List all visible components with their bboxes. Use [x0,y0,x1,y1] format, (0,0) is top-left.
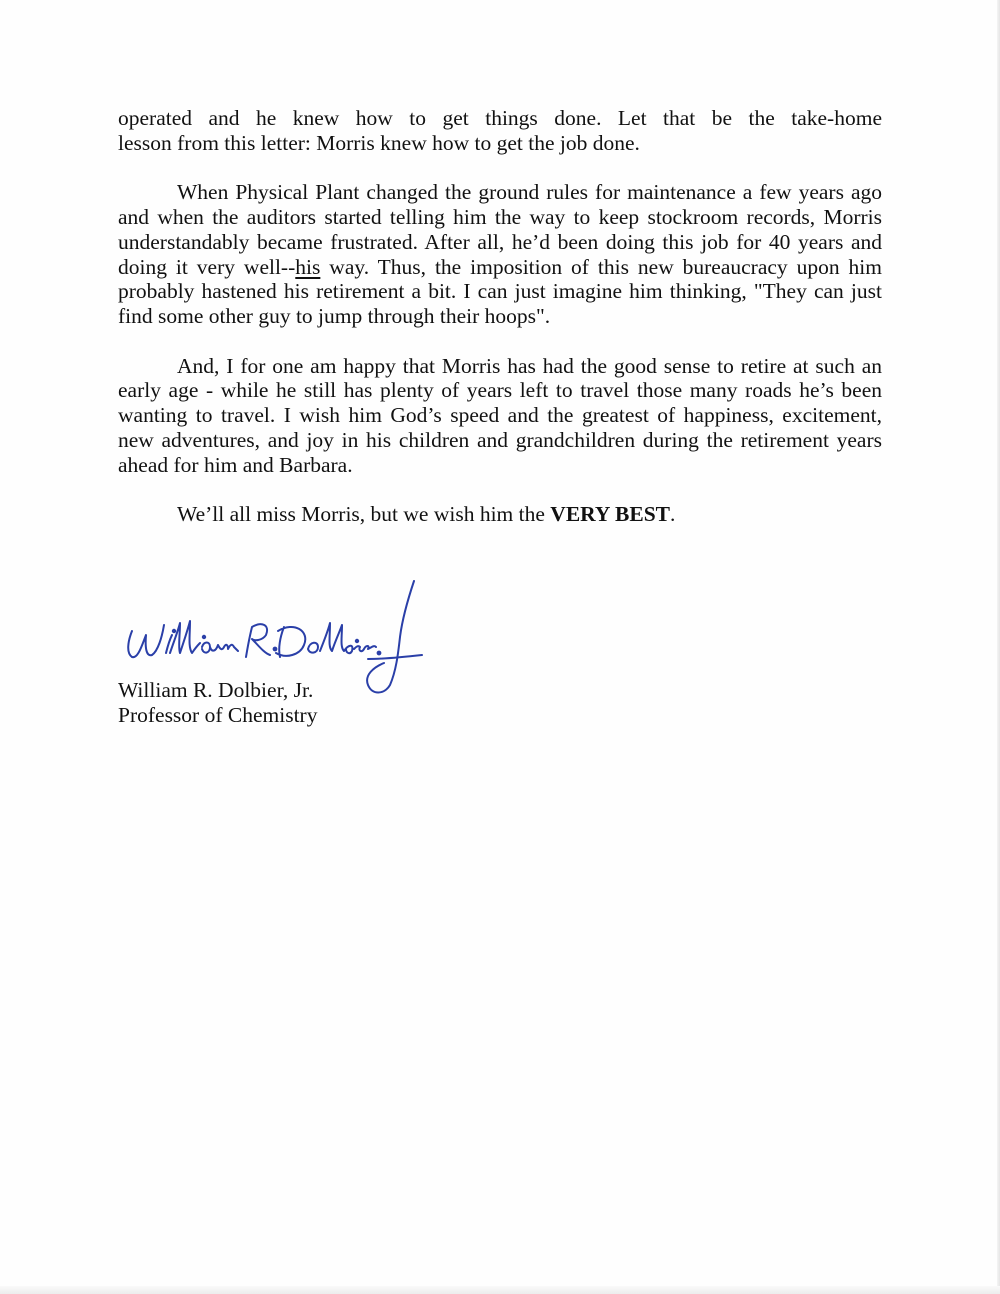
closing-text-a: We’ll all miss Morris, but we wish him the [177,502,551,527]
paragraph-1 [118,106,882,156]
closing-emphasis: VERY BEST [550,502,671,527]
closing-line [118,502,882,527]
paragraph-2-text-b: way. Thus, the imposition of this new bureaucracy upon him probably hastened his retirement a bit. I can just imagine him thinking, "They can just find some other guy to jump through their hoops". [118,254,882,329]
closing-text-b: . [670,502,676,527]
paragraph-2-underlined-word: his [295,254,321,279]
paragraph-2-text-a: When Physical Plant changed the ground rules for maintenance a few years ago and when the auditors started telling him the way to keep stockroom records, Morris understandably became frustrated. After all, he’d been doing this job for 40 years and doing it very well-- [118,180,882,279]
signature-block [118,678,317,728]
sender-name: William R. Dolbier, Jr. [118,678,314,702]
page-bottom-edge [0,1286,1000,1294]
paragraph-1-line-2: lesson from this letter: Morris knew how to get the job done. [118,130,640,155]
sender-title: Professor of Chemistry [118,702,318,727]
paragraph-2 [118,180,882,329]
paragraph-1-line-1: operated and he knew how to get things done. Let that be the take-home [118,106,882,130]
paragraph-3: And, I for one am happy that Morris has had the good sense to retire at such an early age - while he still has plenty of years left to travel those many roads he’s been wanting to travel. I wish him God’s speed and the greatest of happiness, excitement, new adventures, and joy in his children and grandchildren during the retirement years ahead for him and Barbara. [118,353,882,477]
letter-body [118,106,882,527]
